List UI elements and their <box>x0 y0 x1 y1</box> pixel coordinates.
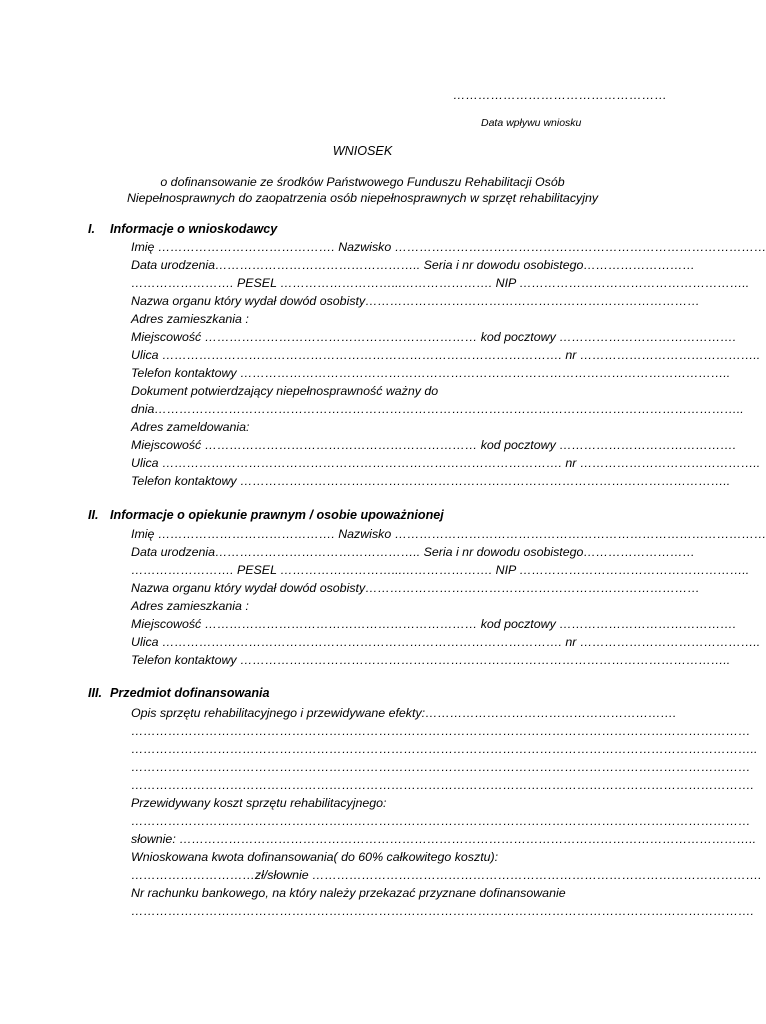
applicant-registration-street-field[interactable]: Ulica ……………………………………………………………………………………. nr …………………………………….. <box>131 456 761 470</box>
equipment-cost-label: Przewidywany koszt sprzętu rehabilitacyjnego: <box>131 796 387 810</box>
submission-date-field[interactable]: …………………………………………… <box>453 88 668 102</box>
applicant-birthdate-id-field[interactable]: Data urodzenia………………………………………….. Seria i nr dowodu osobistego……………………… <box>131 258 695 272</box>
disability-document-date-field[interactable]: dnia…………………………………………………………………………………………………………………………….. <box>131 402 744 416</box>
applicant-residence-city-field[interactable]: Miejscowość ………………………………………………………… kod pocztowy ……………………………………. <box>131 330 737 344</box>
applicant-pesel-nip-field[interactable]: ……………………. PESEL ………………………...…………………. NIP ……………………………………………….. <box>131 276 750 290</box>
form-subtitle-line2: Niepełnosprawnych do zaopatrzenia osób niepełnosprawnych w sprzęt rehabilitacyjny <box>126 191 599 205</box>
guardian-name-surname-field[interactable]: Imię ……………………………………. Nazwisko ……………………………………………………………………………… <box>131 527 766 541</box>
bank-account-field[interactable]: ……………………………………………………………………………………………………………………………………. <box>131 904 754 918</box>
applicant-residence-street-field[interactable]: Ulica ……………………………………………………………………………………. nr …………………………………….. <box>131 348 761 362</box>
equipment-description-line5[interactable]: ……………………………………………………………………………………………………………………………………. <box>131 778 754 792</box>
submission-date-label: Data wpływu wniosku <box>481 117 582 129</box>
section1-title: Informacje o wnioskodawcy <box>110 222 278 236</box>
bank-account-label: Nr rachunku bankowego, na który należy przekazać przyznane dofinansowanie <box>131 886 566 900</box>
guardian-residence-label: Adres zamieszkania : <box>131 599 249 613</box>
section2-title: Informacje o opiekunie prawnym / osobie upoważnionej <box>110 508 444 522</box>
section3-numeral: III. <box>88 686 102 700</box>
guardian-phone-field[interactable]: Telefon kontaktowy ……………………………………………………………………………………………………….. <box>131 653 731 667</box>
guardian-pesel-nip-field[interactable]: ……………………. PESEL ………………………...…………………. NIP ……………………………………………….. <box>131 563 750 577</box>
disability-document-label: Dokument potwierdzający niepełnosprawność ważny do <box>131 384 439 398</box>
section1-numeral: I. <box>88 222 95 236</box>
equipment-description-line2[interactable]: …………………………………………………………………………………………………………………………………… <box>131 724 751 738</box>
form-subtitle-line1: o dofinansowanie ze środków Państwowego Funduszu Rehabilitacji Osób <box>160 175 565 189</box>
requested-amount-field[interactable]: …………………………zł/słownie ………………………………………………………………………………………………. <box>131 868 762 882</box>
equipment-description-line4[interactable]: …………………………………………………………………………………………………………………………………… <box>131 760 751 774</box>
equipment-description-field[interactable]: Opis sprzętu rehabilitacyjnego i przewidywane efekty:……………………………………………………. <box>131 706 677 720</box>
guardian-residence-city-field[interactable]: Miejscowość ………………………………………………………… kod pocztowy ……………………………………. <box>131 617 737 631</box>
equipment-cost-field[interactable]: …………………………………………………………………………………………………………………………………… <box>131 814 751 828</box>
applicant-id-issuer-field[interactable]: Nazwa organu który wydał dowód osobisty……………………………………………………………………… <box>131 294 700 308</box>
applicant-registration-phone-field[interactable]: Telefon kontaktowy ……………………………………………………………………………………………………….. <box>131 474 731 488</box>
section3-title: Przedmiot dofinansowania <box>110 686 270 700</box>
applicant-registration-city-field[interactable]: Miejscowość ………………………………………………………… kod pocztowy ……………………………………. <box>131 438 737 452</box>
form-title: WNIOSEK <box>332 144 393 158</box>
applicant-residence-phone-field[interactable]: Telefon kontaktowy ……………………………………………………………………………………………………….. <box>131 366 731 380</box>
applicant-registration-label: Adres zameldowania: <box>131 420 250 434</box>
requested-amount-label: Wnioskowana kwota dofinansowania( do 60% całkowitego kosztu): <box>131 850 499 864</box>
equipment-description-line3[interactable]: …………………………………………………………………………………………………………………………………….. <box>131 742 758 756</box>
guardian-id-issuer-field[interactable]: Nazwa organu który wydał dowód osobisty……………………………………………………………………… <box>131 581 700 595</box>
section2-numeral: II. <box>88 508 99 522</box>
guardian-birthdate-id-field[interactable]: Data urodzenia………………………………………….. Seria i nr dowodu osobistego……………………… <box>131 545 695 559</box>
applicant-name-surname-field[interactable]: Imię ……………………………………. Nazwisko ……………………………………………………………………………… <box>131 240 766 254</box>
applicant-residence-label: Adres zamieszkania : <box>131 312 249 326</box>
equipment-cost-words-field[interactable]: słownie: ………………………………………………………………………………………………………………………….. <box>131 832 757 846</box>
guardian-residence-street-field[interactable]: Ulica ……………………………………………………………………………………. nr …………………………………….. <box>131 635 761 649</box>
